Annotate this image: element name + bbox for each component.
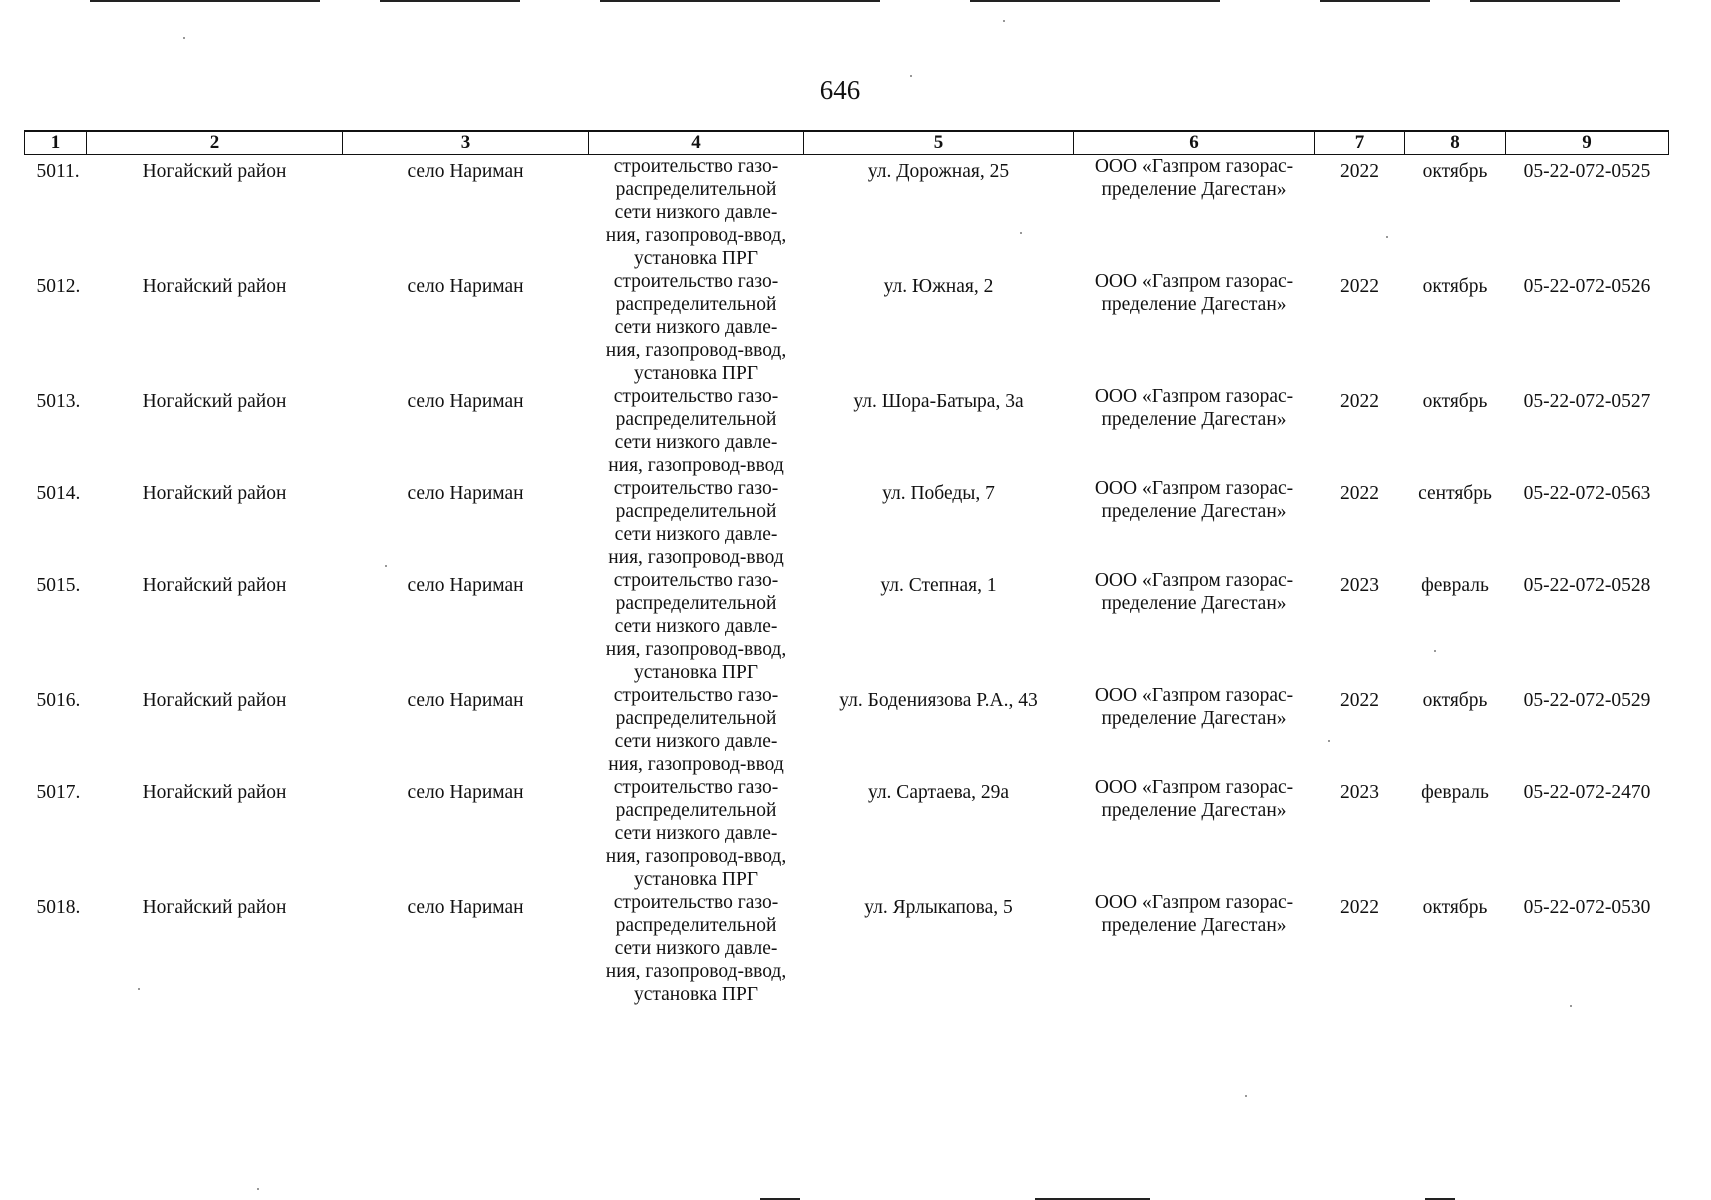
work-line: ния, газопровод-ввод: [608, 547, 784, 568]
organization-line: ООО «Газпром газорас-: [1094, 156, 1294, 177]
header-cell: 1: [25, 131, 87, 155]
organization-cell: [1074, 684, 1315, 776]
district-cell: Ногайский район: [142, 782, 287, 803]
organization-line: пределение Дагестан»: [1101, 501, 1287, 522]
work-line: сети низкого давле-: [614, 524, 778, 545]
work-line: строительство газо-: [613, 271, 779, 292]
code-cell: 05-22-072-2470: [1523, 782, 1651, 803]
district-cell: Ногайский район: [142, 391, 287, 412]
work-line: строительство газо-: [613, 156, 779, 177]
organization-line: ООО «Газпром газорас-: [1094, 271, 1294, 292]
year-cell: 2023: [1340, 782, 1379, 803]
district-cell: Ногайский район: [142, 276, 287, 297]
row-number: 5017.: [36, 782, 81, 803]
organization-line: ООО «Газпром газорас-: [1094, 892, 1294, 913]
address-cell: ул. Степная, 1: [880, 575, 997, 596]
table-header: [25, 131, 1669, 155]
work-line: строительство газо-: [613, 777, 779, 798]
code-cell: 05-22-072-0525: [1523, 161, 1651, 182]
scan-edge-line: [600, 0, 880, 2]
table-row: [25, 270, 1669, 385]
organization-line: пределение Дагестан»: [1101, 409, 1287, 430]
scan-edge-line: [1470, 0, 1620, 2]
work-line: установка ПРГ: [633, 869, 759, 890]
row-number: 5016.: [36, 690, 81, 711]
work-description-cell: [589, 155, 804, 271]
table-row: [25, 477, 1669, 569]
district-cell: Ногайский район: [142, 897, 287, 918]
month-cell: октябрь: [1422, 690, 1488, 711]
month-cell: октябрь: [1422, 391, 1488, 412]
organization-cell: [1074, 569, 1315, 684]
code-cell: 05-22-072-0526: [1523, 276, 1651, 297]
work-description-cell: [589, 776, 804, 891]
work-line: распределительной: [615, 179, 777, 200]
table-row: [25, 155, 1669, 271]
work-line: строительство газо-: [613, 892, 779, 913]
work-line: сети низкого давле-: [614, 938, 778, 959]
work-line: сети низкого давле-: [614, 731, 778, 752]
year-cell: 2022: [1340, 276, 1379, 297]
table-body: [25, 155, 1669, 1007]
address-cell: ул. Шора-Батыра, 3а: [853, 391, 1024, 412]
header-cell: 2: [87, 131, 343, 155]
organization-line: пределение Дагестан»: [1101, 294, 1287, 315]
table-row: [25, 569, 1669, 684]
code-cell: 05-22-072-0530: [1523, 897, 1651, 918]
scan-speck: [1245, 1095, 1247, 1097]
work-line: установка ПРГ: [633, 984, 759, 1005]
work-description-cell: [589, 270, 804, 385]
address-cell: ул. Бодениязова Р.А., 43: [839, 690, 1038, 711]
village-cell: село Нариман: [407, 161, 524, 182]
village-cell: село Нариман: [407, 276, 524, 297]
work-line: распределительной: [615, 708, 777, 729]
scan-edge-line: [970, 0, 1220, 2]
work-line: ния, газопровод-ввод,: [605, 225, 787, 246]
organization-cell: [1074, 477, 1315, 569]
work-line: сети низкого давле-: [614, 823, 778, 844]
header-cell: 9: [1506, 131, 1669, 155]
month-cell: февраль: [1421, 575, 1489, 596]
address-cell: ул. Ярлыкапова, 5: [864, 897, 1013, 918]
scan-edge-line: [90, 0, 320, 2]
organization-cell: [1074, 155, 1315, 271]
year-cell: 2022: [1340, 483, 1379, 504]
work-line: распределительной: [615, 593, 777, 614]
address-cell: ул. Южная, 2: [883, 276, 994, 297]
header-cell: 8: [1405, 131, 1506, 155]
village-cell: село Нариман: [407, 575, 524, 596]
work-line: строительство газо-: [613, 478, 779, 499]
year-cell: 2022: [1340, 391, 1379, 412]
month-cell: октябрь: [1422, 161, 1488, 182]
organization-line: пределение Дагестан»: [1101, 593, 1287, 614]
organization-cell: [1074, 385, 1315, 477]
header-cell: 7: [1315, 131, 1405, 155]
work-line: установка ПРГ: [633, 363, 759, 384]
table-row: [25, 776, 1669, 891]
month-cell: октябрь: [1422, 897, 1488, 918]
organization-line: пределение Дагестан»: [1101, 179, 1287, 200]
table-row: [25, 891, 1669, 1006]
month-cell: сентябрь: [1418, 483, 1492, 504]
work-line: распределительной: [615, 294, 777, 315]
work-line: ния, газопровод-ввод: [608, 455, 784, 476]
scan-edge-line: [380, 0, 520, 2]
code-cell: 05-22-072-0527: [1523, 391, 1651, 412]
work-line: распределительной: [615, 800, 777, 821]
organization-line: ООО «Газпром газорас-: [1094, 386, 1294, 407]
year-cell: 2022: [1340, 690, 1379, 711]
row-number: 5012.: [36, 276, 81, 297]
village-cell: село Нариман: [407, 391, 524, 412]
data-table: [24, 130, 1669, 1006]
scan-speck: [183, 37, 185, 39]
header-cell: 5: [804, 131, 1074, 155]
row-number: 5013.: [36, 391, 81, 412]
header-cell: 6: [1074, 131, 1315, 155]
month-cell: февраль: [1421, 782, 1489, 803]
district-cell: Ногайский район: [142, 483, 287, 504]
scan-speck: [1003, 20, 1005, 22]
table-row: [25, 684, 1669, 776]
work-line: распределительной: [615, 915, 777, 936]
row-number: 5014.: [36, 483, 81, 504]
page-number: 646: [819, 75, 861, 105]
village-cell: село Нариман: [407, 782, 524, 803]
year-cell: 2023: [1340, 575, 1379, 596]
row-number: 5015.: [36, 575, 81, 596]
work-line: сети низкого давле-: [614, 616, 778, 637]
work-line: ния, газопровод-ввод,: [605, 846, 787, 867]
work-line: установка ПРГ: [633, 248, 759, 269]
work-line: ния, газопровод-ввод: [608, 754, 784, 775]
organization-line: пределение Дагестан»: [1101, 915, 1287, 936]
work-line: сети низкого давле-: [614, 202, 778, 223]
work-line: сети низкого давле-: [614, 432, 778, 453]
row-number: 5018.: [36, 897, 81, 918]
table-row: [25, 385, 1669, 477]
organization-line: пределение Дагестан»: [1101, 708, 1287, 729]
row-number: 5011.: [36, 161, 80, 182]
work-line: распределительной: [615, 501, 777, 522]
village-cell: село Нариман: [407, 483, 524, 504]
work-line: строительство газо-: [613, 386, 779, 407]
year-cell: 2022: [1340, 161, 1379, 182]
code-cell: 05-22-072-0528: [1523, 575, 1651, 596]
organization-line: ООО «Газпром газорас-: [1094, 478, 1294, 499]
address-cell: ул. Сартаева, 29а: [867, 782, 1010, 803]
organization-cell: [1074, 776, 1315, 891]
organization-line: ООО «Газпром газорас-: [1094, 777, 1294, 798]
work-line: ния, газопровод-ввод,: [605, 961, 787, 982]
work-description-cell: [589, 385, 804, 477]
work-line: распределительной: [615, 409, 777, 430]
scan-speck: [257, 1188, 259, 1190]
district-cell: Ногайский район: [142, 161, 287, 182]
village-cell: село Нариман: [407, 690, 524, 711]
village-cell: село Нариман: [407, 897, 524, 918]
organization-line: пределение Дагестан»: [1101, 800, 1287, 821]
organization-line: ООО «Газпром газорас-: [1094, 685, 1294, 706]
work-line: ния, газопровод-ввод,: [605, 639, 787, 660]
header-cell: 3: [343, 131, 589, 155]
district-cell: Ногайский район: [142, 575, 287, 596]
work-line: строительство газо-: [613, 685, 779, 706]
address-cell: ул. Дорожная, 25: [867, 161, 1010, 182]
district-cell: Ногайский район: [142, 690, 287, 711]
year-cell: 2022: [1340, 897, 1379, 918]
organization-line: ООО «Газпром газорас-: [1094, 570, 1294, 591]
work-description-cell: [589, 477, 804, 569]
work-line: установка ПРГ: [633, 662, 759, 683]
organization-cell: [1074, 270, 1315, 385]
header-cell: 4: [589, 131, 804, 155]
scan-edge-line: [1320, 0, 1430, 2]
work-description-cell: [589, 891, 804, 1006]
work-line: сети низкого давле-: [614, 317, 778, 338]
month-cell: октябрь: [1422, 276, 1488, 297]
work-description-cell: [589, 684, 804, 776]
organization-cell: [1074, 891, 1315, 1006]
work-description-cell: [589, 569, 804, 684]
code-cell: 05-22-072-0563: [1523, 483, 1651, 504]
work-line: строительство газо-: [613, 570, 779, 591]
work-line: ния, газопровод-ввод,: [605, 340, 787, 361]
code-cell: 05-22-072-0529: [1523, 690, 1651, 711]
address-cell: ул. Победы, 7: [882, 483, 995, 504]
